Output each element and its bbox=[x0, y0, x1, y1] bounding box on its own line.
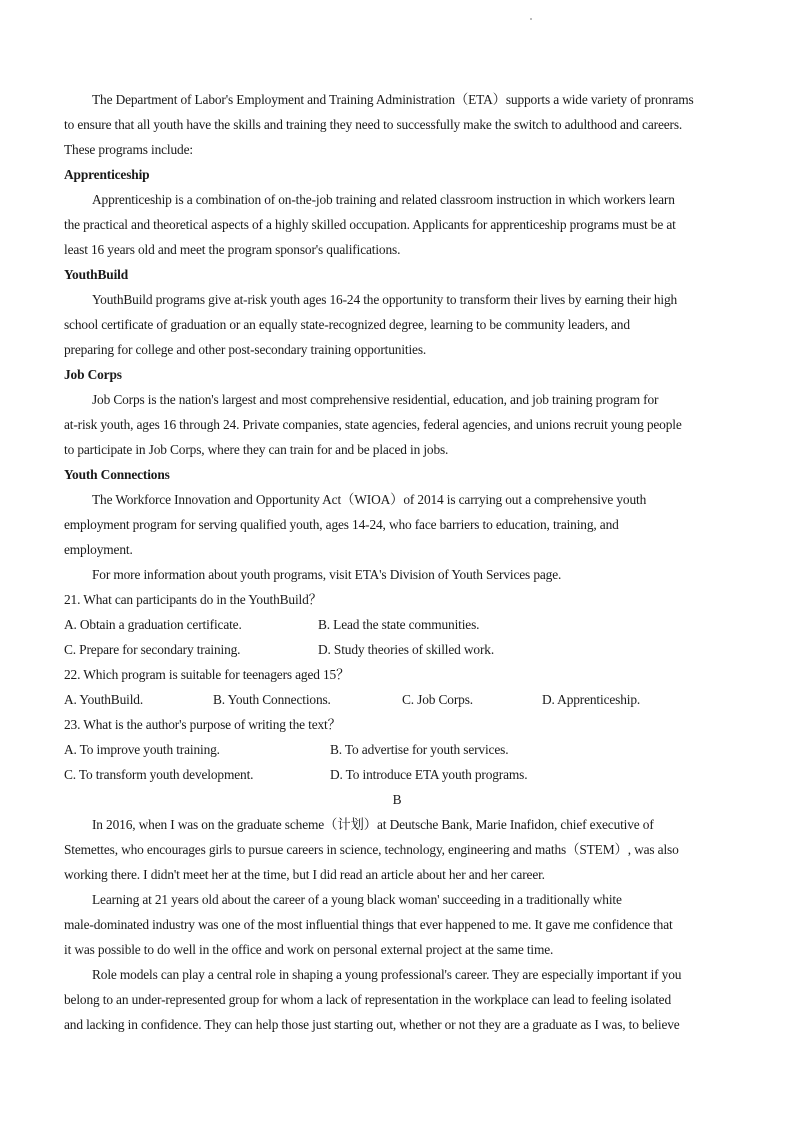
q22-option-d: D. Apprenticeship. bbox=[542, 692, 641, 707]
apprenticeship-line-1: Apprenticeship is a combination of on-the-job training and related classroom instruction in which workers learn bbox=[92, 192, 675, 207]
passage-b-line-5: male-dominated industry was one of the most influential things that ever happened to me. It gave me confidence that bbox=[64, 917, 673, 932]
passage-b-label: B bbox=[392, 792, 402, 807]
scan-speck bbox=[530, 18, 532, 20]
youth-connections-line-2: employment program for serving qualified youth, ages 14-24, who face barriers to education, training, and bbox=[64, 517, 619, 532]
apprenticeship-line-3: least 16 years old and meet the program sponsor's qualifications. bbox=[64, 242, 401, 257]
q21-option-a: A. Obtain a graduation certificate. bbox=[64, 617, 242, 632]
passage-b-line-1: In 2016, when I was on the graduate scheme（计划）at Deutsche Bank, Marie Inafidon, chief executive of bbox=[92, 817, 654, 832]
job-corps-line-3: to participate in Job Corps, where they can train for and be placed in jobs. bbox=[64, 442, 449, 457]
job-corps-line-2: at-risk youth, ages 16 through 24. Private companies, state agencies, federal agencies, and unions recruit young people bbox=[64, 417, 682, 432]
youthbuild-line-3: preparing for college and other post-secondary training opportunities. bbox=[64, 342, 427, 357]
passage-b-line-9: and lacking in confidence. They can help those just starting out, whether or not they are a graduate as I was, to believe bbox=[64, 1017, 680, 1032]
q23-option-c: C. To transform youth development. bbox=[64, 767, 254, 782]
passage-b-line-7: Role models can play a central role in shaping a young professional's career. They are especially important if you bbox=[92, 967, 682, 982]
passage-b-line-3: working there. I didn't meet her at the time, but I did read an article about her and her career. bbox=[64, 867, 545, 882]
youthbuild-line-1: YouthBuild programs give at-risk youth ages 16-24 the opportunity to transform their lives by earning their high bbox=[92, 292, 678, 307]
apprenticeship-line-2: the practical and theoretical aspects of a highly skilled occupation. Applicants for apprenticeship programs must be at bbox=[64, 217, 676, 232]
question-23: 23. What is the author's purpose of writing the text？ bbox=[64, 717, 341, 732]
passage-b-line-8: belong to an under-represented group for whom a lack of representation in the workplace can lead to feeling isolated bbox=[64, 992, 671, 1007]
youthbuild-line-2: school certificate of graduation or an equally state-recognized degree, learning to be community leaders, and bbox=[64, 317, 630, 332]
q23-option-d: D. To introduce ETA youth programs. bbox=[330, 767, 528, 782]
q23-option-a: A. To improve youth training. bbox=[64, 742, 220, 757]
intro-line-1: The Department of Labor's Employment and Training Administration（ETA）supports a wide variety of pronrams bbox=[92, 92, 694, 107]
passage-b-line-2: Stemettes, who encourages girls to pursue careers in science, technology, engineering and maths（STEM）, was also bbox=[64, 842, 679, 857]
heading-apprenticeship: Apprenticeship bbox=[64, 167, 150, 182]
q21-option-d: D. Study theories of skilled work. bbox=[318, 642, 495, 657]
q22-option-a: A. YouthBuild. bbox=[64, 692, 144, 707]
q21-option-b: B. Lead the state communities. bbox=[318, 617, 480, 632]
q22-option-b: B. Youth Connections. bbox=[213, 692, 331, 707]
heading-youthbuild: YouthBuild bbox=[64, 267, 129, 282]
passage-b-line-4: Learning at 21 years old about the career of a young black woman' succeeding in a traditionally white bbox=[92, 892, 622, 907]
youth-connections-line-3: employment. bbox=[64, 542, 133, 557]
heading-job-corps: Job Corps bbox=[64, 367, 122, 382]
q21-option-c: C. Prepare for secondary training. bbox=[64, 642, 241, 657]
question-21: 21. What can participants do in the YouthBuild？ bbox=[64, 592, 322, 607]
closing-line: For more information about youth programs, visit ETA's Division of Youth Services page. bbox=[92, 567, 562, 582]
passage-b-line-6: it was possible to do well in the office and work on personal external project at the same time. bbox=[64, 942, 554, 957]
question-22: 22. Which program is suitable for teenagers aged 15？ bbox=[64, 667, 350, 682]
intro-line-2: to ensure that all youth have the skills and training they need to successfully make the switch to adulthood and careers. bbox=[64, 117, 683, 132]
heading-youth-connections: Youth Connections bbox=[64, 467, 170, 482]
q22-option-c: C. Job Corps. bbox=[402, 692, 473, 707]
q23-option-b: B. To advertise for youth services. bbox=[330, 742, 509, 757]
intro-line-3: These programs include: bbox=[64, 142, 193, 157]
youth-connections-line-1: The Workforce Innovation and Opportunity Act（WIOA）of 2014 is carrying out a comprehensive youth bbox=[92, 492, 647, 507]
job-corps-line-1: Job Corps is the nation's largest and most comprehensive residential, education, and job training program for bbox=[92, 392, 659, 407]
